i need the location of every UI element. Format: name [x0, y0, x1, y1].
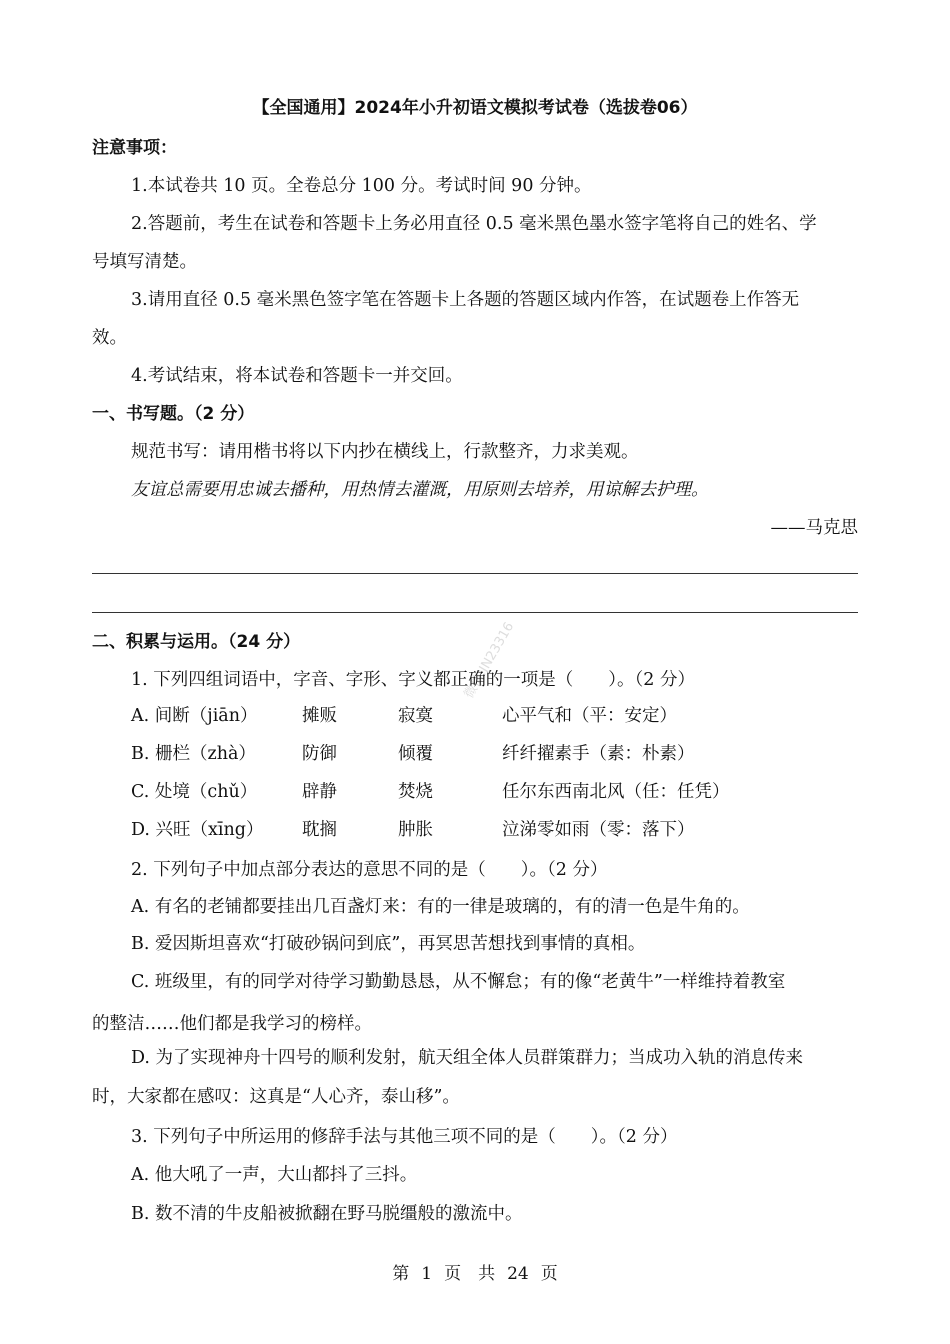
notice-item-3: 3.请用直径 0.5 毫米黑色签字笔在答题卡上各题的答题区域内作答，在试题卷上作答无 [131, 290, 800, 310]
q1-option-b-col3: 倾覆 [398, 744, 433, 764]
q2-option-b: B. 爱因斯坦喜欢“打破砂锅问到底”，再冥思苦想找到事情的真相。 [131, 934, 646, 954]
q2-option-a: A. 有名的老铺都要挂出几百盏灯来：有的一律是玻璃的，有的清一色是牛角的。 [131, 897, 750, 917]
section-1-heading: 一、书写题。（2 分） [92, 404, 255, 424]
q2-option-d-cont: 时，大家都在感叹：这真是“人心齐，泰山移”。 [92, 1087, 460, 1107]
footer-suffix: 页 [540, 1264, 558, 1284]
q1-option-d-col3: 肿胀 [398, 820, 433, 840]
q1-option-c-col2: 辟静 [302, 782, 337, 802]
notice-item-2-cont: 号填写清楚。 [92, 252, 197, 272]
notice-heading: 注意事项： [92, 138, 177, 158]
question-3-stem: 3. 下列句子中所运用的修辞手法与其他三项不同的是（ ）。（2 分） [131, 1127, 678, 1147]
notice-item-4: 4.考试结束，将本试卷和答题卡一并交回。 [131, 366, 463, 386]
q1-option-a-col4: 心平气和（平：安定） [502, 706, 677, 726]
q2-option-d: D. 为了实现神舟十四号的顺利发射，航天组全体人员群策群力；当成功入轨的消息传来 [131, 1048, 804, 1068]
writing-line-2[interactable] [92, 612, 858, 613]
section-2-heading: 二、积累与运用。（24 分） [92, 632, 301, 652]
footer-total-pages: 24 [507, 1264, 529, 1284]
page-footer [0, 1262, 950, 1286]
q2-option-c-cont: 的整洁……他们都是我学习的榜样。 [92, 1014, 372, 1034]
footer-prefix: 第 [392, 1264, 410, 1284]
q1-option-b-col2: 防御 [302, 744, 337, 764]
section-1-quote: 友谊总需要用忠诚去播种，用热情去灌溉，用原则去培养，用谅解去护理。 [131, 480, 709, 500]
watermark: 微信:JN23316 [461, 619, 518, 702]
q1-option-a-word: A. 间断（jiān） [131, 706, 258, 726]
q2-option-c: C. 班级里，有的同学对待学习勤勤恳恳，从不懈怠；有的像“老黄牛”一样维持着教室 [131, 972, 786, 992]
q1-option-a-col2: 摊贩 [302, 706, 337, 726]
q1-option-b-word: B. 栅栏（zhà） [131, 744, 256, 764]
footer-middle: 页 共 [444, 1264, 496, 1284]
q3-option-a: A. 他大吼了一声，大山都抖了三抖。 [131, 1165, 418, 1185]
q1-option-c-col3: 焚烧 [398, 782, 433, 802]
q1-option-d-col4: 泣涕零如雨（零：落下） [502, 820, 695, 840]
notice-item-2: 2.答题前，考生在试卷和答题卡上务必用直径 0.5 毫米黑色墨水签字笔将自己的姓名、学 [131, 214, 817, 234]
q1-option-b-col4: 纤纤擢素手（素：朴素） [502, 744, 695, 764]
q3-option-b: B. 数不清的牛皮船被掀翻在野马脱缰般的激流中。 [131, 1204, 523, 1224]
question-1-stem: 1. 下列四组词语中，字音、字形、字义都正确的一项是（ ）。（2 分） [131, 670, 695, 690]
q1-option-c-col4: 任尔东西南北风（任：任凭） [502, 782, 730, 802]
q1-option-c-word: C. 处境（chǔ） [131, 782, 258, 802]
writing-line-1[interactable] [92, 573, 858, 574]
q1-option-a-col3: 寂寞 [398, 706, 433, 726]
page-title: 【全国通用】2024年小升初语文模拟考试卷（选拔卷06） [252, 98, 698, 118]
section-1-instruction: 规范书写：请用楷书将以下内抄在横线上，行款整齐，力求美观。 [131, 442, 639, 462]
quote-author: ——马克思 [770, 518, 858, 538]
footer-page-number: 1 [421, 1264, 433, 1284]
notice-item-3-cont: 效。 [92, 328, 127, 348]
q1-option-d-col2: 耽搁 [302, 820, 337, 840]
notice-item-1: 1.本试卷共 10 页。全卷总分 100 分。考试时间 90 分钟。 [131, 176, 592, 196]
q1-option-d-word: D. 兴旺（xīng） [131, 820, 264, 840]
question-2-stem: 2. 下列句子中加点部分表达的意思不同的是（ ）。（2 分） [131, 860, 608, 880]
